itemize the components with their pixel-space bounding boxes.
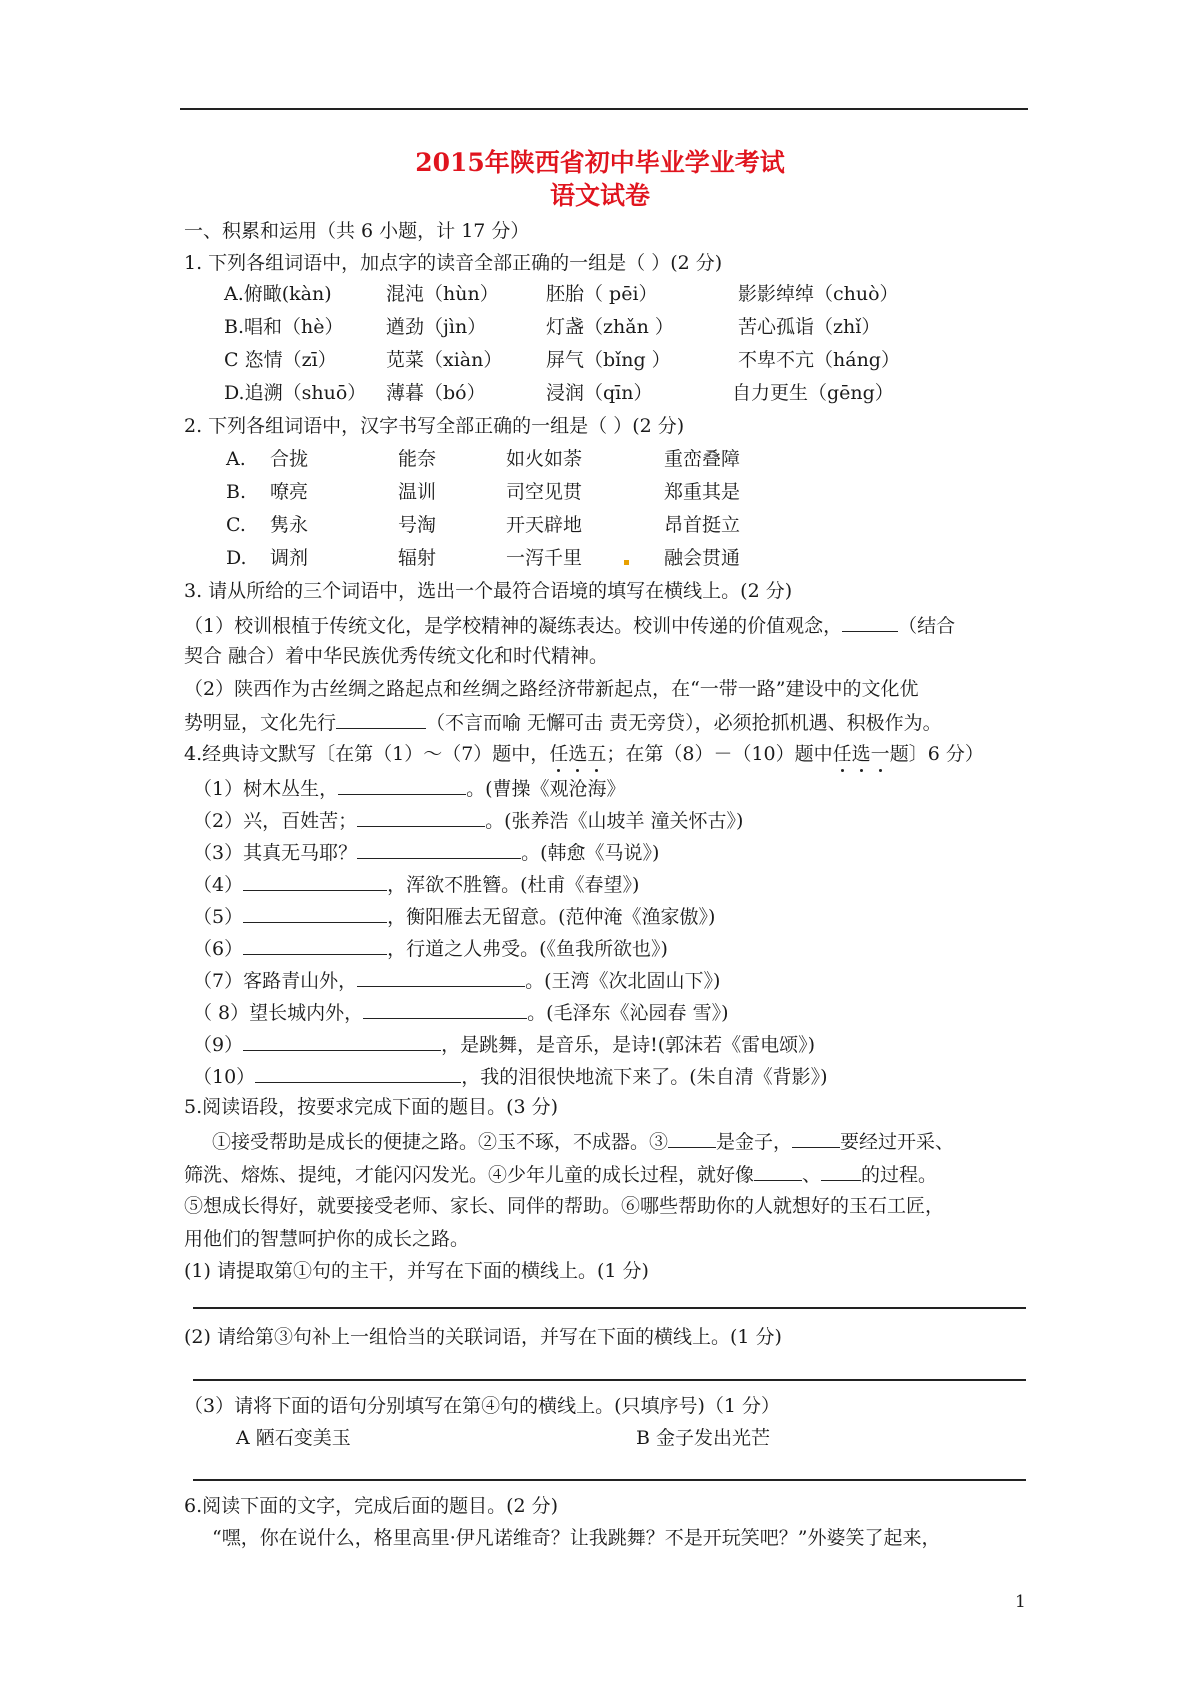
q6-passage-line1: “嘿，你在说什么，格里高里·伊凡诺维奇？让我跳舞？不是开玩笑吧？”外婆笑了起来， <box>212 1527 941 1549</box>
q5-option-a: A 陋石变美玉 <box>236 1427 351 1449</box>
q3-blank-2[interactable] <box>336 708 426 729</box>
q1-a4: 影影绰绰（chuò） <box>738 283 899 305</box>
q4-blank-4[interactable] <box>243 870 387 891</box>
q2-a2: 能奈 <box>398 448 437 470</box>
emphasis-char: 任 <box>832 743 852 765</box>
q1-c3: 屏气（bǐng ） <box>546 349 671 371</box>
q3-p1-options: （结合 <box>898 615 956 637</box>
q2-c0: C. <box>226 514 246 536</box>
q2-a1: 合拢 <box>270 448 309 470</box>
q2-c3: 开天辟地 <box>506 514 583 536</box>
q5-passage-line2: 筛洗、熔炼、提纯，才能闪闪发光。④少年儿童的成长过程，就好像 、 的过程。 <box>184 1160 937 1188</box>
q4-stem-c: ；在第（8）－（10）题中 <box>606 743 833 765</box>
exam-title: 2015年陕西省初中毕业学业考试 <box>415 148 785 177</box>
q1-b1: B.唱和（hè） <box>224 316 344 338</box>
q5-sub1: (1) 请提取第①句的主干，并写在下面的横线上。(1 分) <box>184 1260 649 1282</box>
q3-p1-line1 <box>184 611 955 639</box>
q2-d4: 融会贯通 <box>664 547 741 569</box>
q4-blank-9[interactable] <box>243 1030 441 1051</box>
q1-d2: 薄暮（bó） <box>386 382 486 404</box>
q4-blank-3[interactable] <box>357 838 521 859</box>
q1-b2: 遒劲（jìn） <box>386 316 487 338</box>
q2-c4: 昂首挺立 <box>664 514 741 536</box>
q4-stem-a: 4.经典诗文默写〔在第（1）～（7）题中， <box>184 743 550 765</box>
q4-item-3: （3）其真无马耶？ 。(韩愈《马说》) <box>193 838 659 866</box>
q6-stem: 6.阅读下面的文字，完成后面的题目。(2 分) <box>184 1495 559 1517</box>
q4-blank-1[interactable] <box>338 774 466 795</box>
q4-blank-10[interactable] <box>255 1062 461 1083</box>
q4-item-7: （7）客路青山外， 。(王湾《次北固山下》) <box>193 966 720 994</box>
q3-p1-text: （1）校训根植于传统文化，是学校精神的凝练表达。校训中传递的价值观念， <box>184 615 843 637</box>
q5-blank-1[interactable] <box>668 1127 716 1148</box>
answer-line-2[interactable] <box>193 1379 1026 1381</box>
q4-stem-emphasis-1 <box>549 743 606 765</box>
q1-a3: 胚胎（ pēi） <box>546 283 658 305</box>
q4-blank-7[interactable] <box>357 966 525 987</box>
page-number: 1 <box>1015 1592 1026 1612</box>
answer-line-1[interactable] <box>193 1307 1026 1309</box>
q2-d2: 辐射 <box>398 547 437 569</box>
q2-b2: 温训 <box>398 481 437 503</box>
q4-stem <box>184 741 984 767</box>
q1-d3: 浸润（qīn） <box>546 382 653 404</box>
q2-d3: 一泻千里 <box>506 547 583 569</box>
q5-passage-line3: ⑤想成长得好，就要接受老师、家长、同伴的帮助。⑥哪些帮助你的人就想好的玉石工匠， <box>184 1195 945 1217</box>
q4-blank-6[interactable] <box>243 934 387 955</box>
q5-blank-2[interactable] <box>792 1127 840 1148</box>
emphasis-char: 任 <box>549 743 569 765</box>
emphasis-char: 选 <box>851 743 871 765</box>
q4-item-4: （4） ，浑欲不胜簪。(杜甫《春望》) <box>193 870 639 898</box>
q2-b0: B. <box>226 481 247 503</box>
q1-c1: C 恣情（zī） <box>224 349 337 371</box>
q3-blank-1[interactable] <box>842 611 898 632</box>
emphasis-char: 五 <box>587 743 607 765</box>
q2-a0: A. <box>226 448 246 470</box>
q4-stem-emphasis-2 <box>833 743 890 765</box>
q1-a1: A.俯瞰(kàn) <box>224 283 332 305</box>
q2-d1: 调剂 <box>270 547 309 569</box>
q4-stem-e: 题〕6 分） <box>889 743 984 765</box>
exam-subtitle: 语文试卷 <box>549 181 650 210</box>
q1-a2: 混沌（hùn） <box>386 283 499 305</box>
q2-stem: 2. 下列各组词语中，汉字书写全部正确的一组是（ ）(2 分) <box>184 415 685 437</box>
q5-option-b: B 金子发出光芒 <box>636 1427 771 1449</box>
q5-passage-line4: 用他们的智慧呵护你的成长之路。 <box>184 1228 470 1250</box>
q2-c2: 号淘 <box>398 514 437 536</box>
q4-blank-5[interactable] <box>243 902 387 923</box>
q1-c2: 苋菜（xiàn） <box>386 349 503 371</box>
q4-item-10: （10） ，我的泪很快地流下来了。(朱自清《背影》) <box>193 1062 828 1090</box>
q2-b3: 司空见贯 <box>506 481 583 503</box>
q1-stem: 1. 下列各组词语中，加点字的读音全部正确的一组是（ ）(2 分) <box>184 252 723 274</box>
q1-b3: 灯盏（zhǎn ） <box>546 316 674 338</box>
emphasis-char: 一 <box>870 743 890 765</box>
q3-p2-line2 <box>184 708 942 736</box>
q4-blank-8[interactable] <box>363 998 527 1019</box>
q1-c4: 不卑不亢（háng） <box>738 349 900 371</box>
q4-item-2: （2）兴，百姓苦； 。(张养浩《山坡羊 潼关怀古》) <box>193 806 743 834</box>
q5-stem: 5.阅读语段，按要求完成下面的题目。(3 分) <box>184 1096 559 1118</box>
q3-p1-line2: 契合 融合）着中华民族优秀传统文化和时代精神。 <box>184 645 609 667</box>
q4-blank-2[interactable] <box>357 806 485 827</box>
q2-b4: 郑重其是 <box>664 481 741 503</box>
q2-b1: 嘹亮 <box>270 481 309 503</box>
q2-d0: D. <box>226 547 247 569</box>
q4-item-9: （9） ，是跳舞，是音乐，是诗!(郭沫若《雷电颂》) <box>193 1030 815 1058</box>
q5-blank-3[interactable] <box>754 1160 802 1181</box>
emphasis-char: 选 <box>568 743 588 765</box>
q4-item-5: （5） ，衡阳雁去无留意。(范仲淹《渔家傲》) <box>193 902 715 930</box>
highlight-mark <box>624 560 629 565</box>
q2-a3: 如火如荼 <box>506 448 583 470</box>
q3-p2-line1: （2）陕西作为古丝绸之路起点和丝绸之路经济带新起点，在“一带一路”建设中的文化优 <box>184 678 919 700</box>
q5-blank-4[interactable] <box>821 1160 861 1181</box>
q3-p2-text: 势明显，文化先行 <box>184 712 337 734</box>
q2-c1: 隽永 <box>270 514 309 536</box>
q5-sub3: （3）请将下面的语句分别填写在第④句的横线上。(只填序号)（1 分） <box>184 1395 781 1417</box>
q5-sub2: (2) 请给第③句补上一组恰当的关联词语，并写在下面的横线上。(1 分) <box>184 1326 782 1348</box>
q1-d1: D.追溯（shuō） <box>224 382 367 404</box>
q1-d4: 自力更生（gēng） <box>732 382 894 404</box>
q4-item-8: （ 8）望长城内外， 。(毛泽东《沁园春 雪》) <box>193 998 729 1026</box>
q5-passage-line1: ①接受帮助是成长的便捷之路。②玉不琢，不成器。③ 是金子， 要经过开采、 <box>212 1127 954 1155</box>
q3-stem: 3. 请从所给的三个词语中，选出一个最符合语境的填写在横线上。(2 分) <box>184 580 793 602</box>
section-heading: 一、积累和运用（共 6 小题，计 17 分） <box>184 220 530 242</box>
q2-a4: 重峦叠障 <box>664 448 741 470</box>
q4-item-1: （1）树木丛生， 。(曹操《观沧海》 <box>193 774 626 802</box>
q1-b4: 苦心孤诣（zhǐ） <box>738 316 881 338</box>
q4-item-6: （6） ，行道之人弗受。(《鱼我所欲也》) <box>193 934 668 962</box>
answer-line-3[interactable] <box>193 1479 1026 1481</box>
top-rule <box>180 108 1028 110</box>
q3-p2-options: （不言而喻 无懈可击 责无旁贷），必须抢抓机遇、积极作为。 <box>426 712 942 734</box>
